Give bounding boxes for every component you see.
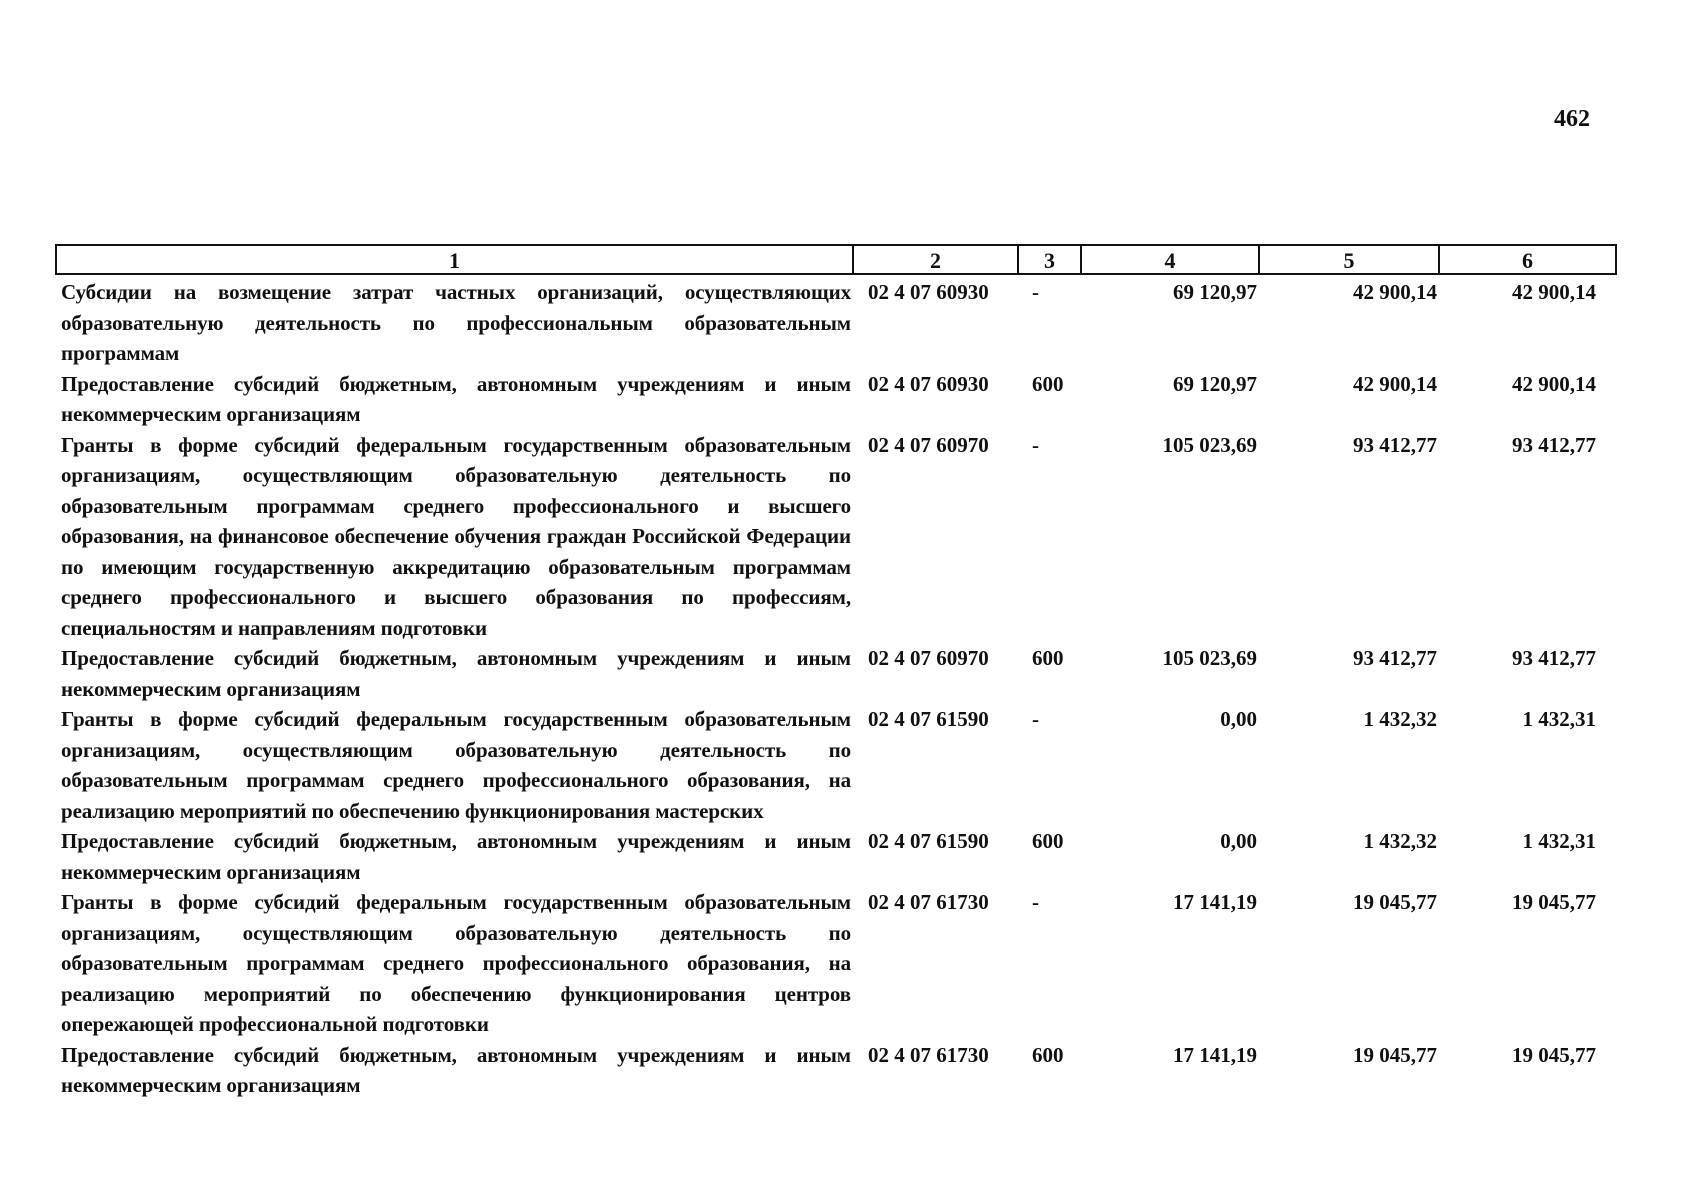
table-row: [56, 704, 1616, 826]
row-value-col6: 93 412,77: [1512, 646, 1596, 670]
row-value-col6: 1 432,31: [1522, 829, 1596, 853]
row-name: Предоставление субсидий бюджетным, автономным учреждениям и иным некоммерческим организациям: [61, 646, 851, 701]
row-value-col4: 17 141,19: [1173, 1042, 1257, 1067]
table-row: [56, 274, 1616, 369]
row-value-col5: 42 900,14: [1353, 371, 1437, 396]
header-col-5: 5: [1259, 245, 1439, 274]
row-code: 02 4 07 60970: [868, 432, 989, 457]
table-row: [56, 643, 1616, 704]
row-code: 02 4 07 61730: [868, 1042, 989, 1067]
row-expense-type: -: [1032, 432, 1039, 457]
row-name: Предоставление субсидий бюджетным, автономным учреждениям и иным некоммерческим организациям: [61, 829, 851, 884]
table-row: [56, 1040, 1616, 1101]
row-value-col6: 1 432,31: [1522, 707, 1596, 731]
row-value-col6: 93 412,77: [1512, 432, 1596, 457]
row-value-col4: 105 023,69: [1162, 432, 1257, 457]
row-code: 02 4 07 61730: [868, 890, 989, 914]
row-expense-type: -: [1032, 707, 1039, 731]
row-value-col4: 69 120,97: [1173, 280, 1257, 304]
row-expense-type: 600: [1032, 1042, 1064, 1067]
row-value-col6: 19 045,77: [1512, 1042, 1596, 1067]
table-row: [56, 430, 1616, 644]
row-value-col5: 93 412,77: [1353, 432, 1437, 457]
row-value-col4: 0,00: [1220, 829, 1257, 853]
row-name: Предоставление субсидий бюджетным, автономным учреждениям и иным некоммерческим организациям: [61, 1042, 851, 1097]
table-row: [56, 826, 1616, 887]
header-col-3: 3: [1018, 245, 1081, 274]
row-code: 02 4 07 60930: [868, 280, 989, 304]
row-name: Предоставление субсидий бюджетным, автономным учреждениям и иным некоммерческим организациям: [61, 371, 851, 426]
row-value-col5: 19 045,77: [1353, 890, 1437, 914]
row-name: Субсидии на возмещение затрат частных организаций, осуществляющих образовательную деятельность по профессиональным образовательным программам: [61, 280, 851, 365]
header-col-2: 2: [853, 245, 1018, 274]
row-code: 02 4 07 61590: [868, 829, 989, 853]
row-expense-type: -: [1032, 280, 1039, 304]
row-value-col6: 19 045,77: [1512, 890, 1596, 914]
row-value-col4: 0,00: [1220, 707, 1257, 731]
row-value-col5: 1 432,32: [1363, 829, 1437, 853]
row-code: 02 4 07 60930: [868, 371, 989, 396]
header-col-6: 6: [1439, 245, 1616, 274]
row-value-col6: 42 900,14: [1512, 371, 1596, 396]
row-name: Гранты в форме субсидий федеральным государственным образовательным организациям, осуществляющим образовательную деятельность по образовательным программам среднего профессионального и высшего образования, на финансовое обеспечение обучения граждан Российской Федерации по имеющим государственную аккредитацию образовательным программам среднего профессионального и высшего образования по профессиям, специальностям и направлениям подготовки: [61, 432, 851, 640]
row-expense-type: 600: [1032, 371, 1064, 396]
header-row: [56, 245, 1616, 274]
table-row: [56, 369, 1616, 430]
table-header: [56, 245, 1616, 274]
table-body: [56, 274, 1616, 1101]
budget-table: [55, 244, 1617, 1101]
row-name: Гранты в форме субсидий федеральным государственным образовательным организациям, осуществляющим образовательную деятельность по образовательным программам среднего профессионального образования, на реализацию мероприятий по обеспечению функционирования центров опережающей профессиональной подготовки: [61, 890, 851, 1036]
row-value-col5: 42 900,14: [1353, 280, 1437, 304]
row-value-col4: 69 120,97: [1173, 371, 1257, 396]
page-number: 462: [1554, 106, 1590, 132]
row-code: 02 4 07 60970: [868, 646, 989, 670]
row-value-col5: 1 432,32: [1363, 707, 1437, 731]
table-row: [56, 887, 1616, 1040]
row-value-col4: 105 023,69: [1162, 646, 1257, 670]
row-value-col5: 19 045,77: [1353, 1042, 1437, 1067]
row-name: Гранты в форме субсидий федеральным государственным образовательным организациям, осуществляющим образовательную деятельность по образовательным программам среднего профессионального образования, на реализацию мероприятий по обеспечению функционирования мастерских: [61, 707, 851, 823]
row-expense-type: 600: [1032, 646, 1064, 670]
row-value-col4: 17 141,19: [1173, 890, 1257, 914]
header-col-1: 1: [56, 245, 853, 274]
row-value-col6: 42 900,14: [1512, 280, 1596, 304]
budget-table-container: [55, 244, 1615, 1101]
row-expense-type: 600: [1032, 829, 1064, 853]
row-code: 02 4 07 61590: [868, 707, 989, 731]
header-col-4: 4: [1081, 245, 1259, 274]
row-value-col5: 93 412,77: [1353, 646, 1437, 670]
row-expense-type: -: [1032, 890, 1039, 914]
